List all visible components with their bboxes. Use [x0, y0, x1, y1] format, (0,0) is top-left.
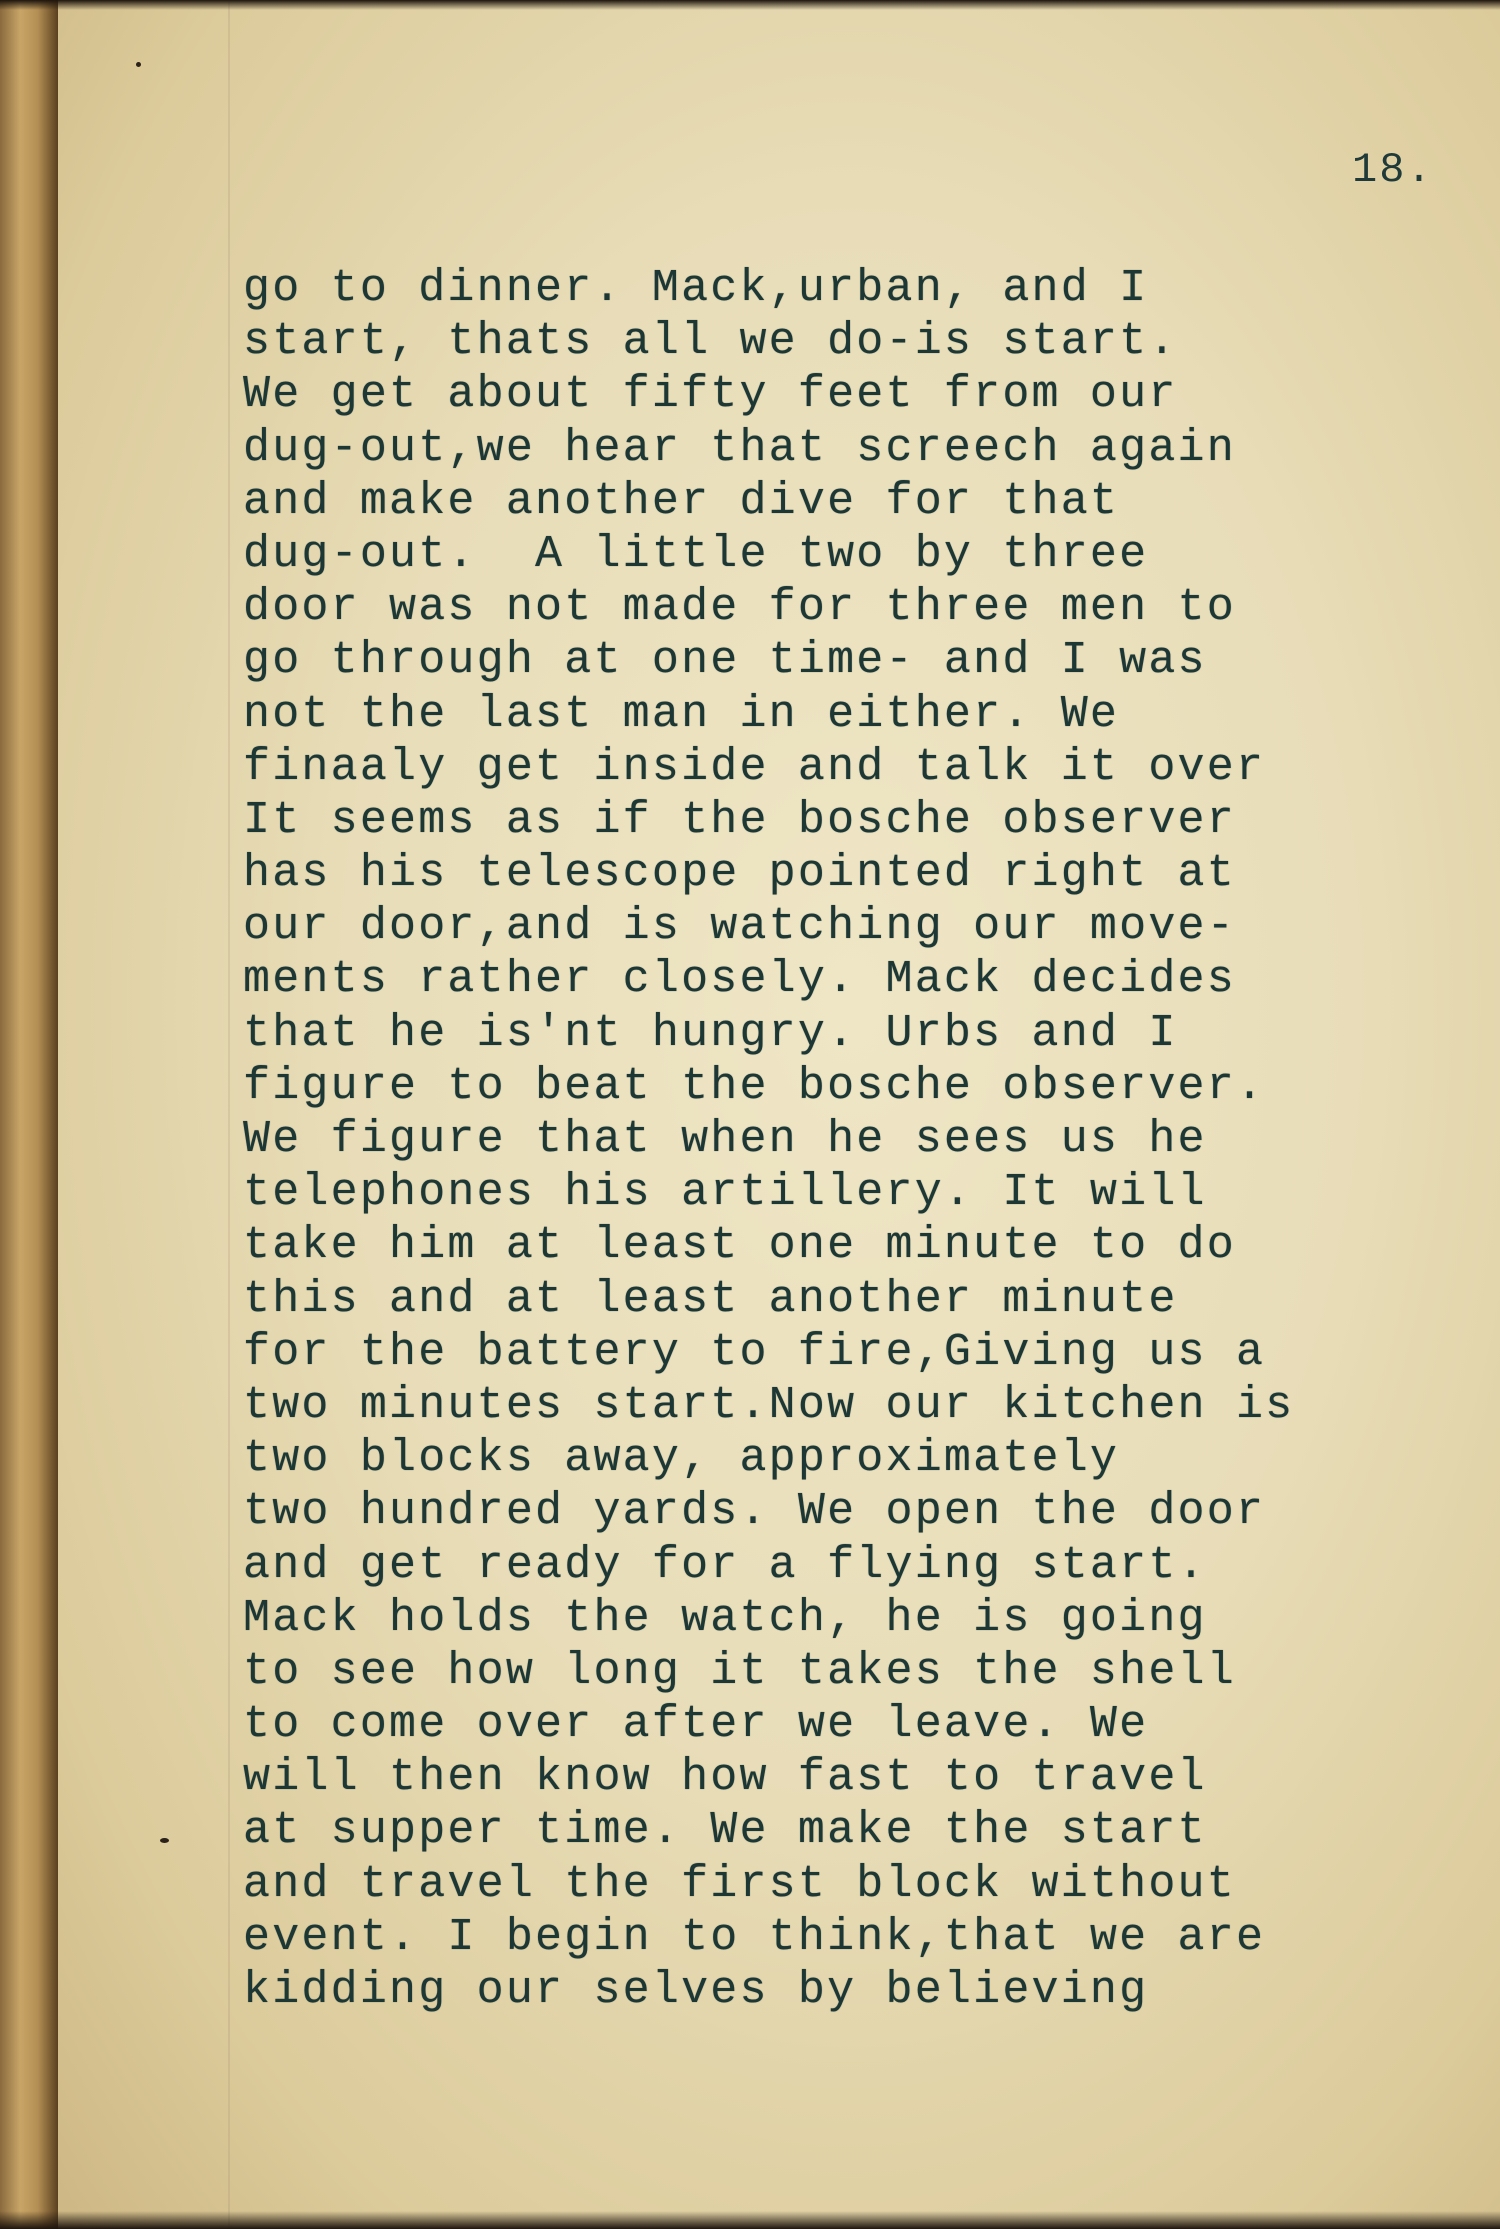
text-line: and get ready for a flying start.: [243, 1539, 1207, 1591]
margin-rule: [228, 0, 230, 2229]
text-line: take him at least one minute to do: [243, 1220, 1236, 1272]
text-line: for the battery to fire,Giving us a: [243, 1326, 1266, 1378]
text-line: at supper time. We make the start: [243, 1805, 1207, 1857]
text-line: ments rather closely. Mack decides: [243, 954, 1236, 1006]
bottom-shadow: [0, 2211, 1500, 2229]
text-line: Mack holds the watch, he is going: [243, 1592, 1207, 1644]
text-line: to come over after we leave. We: [243, 1699, 1149, 1751]
text-line: that he is'nt hungry. Urbs and I: [243, 1007, 1178, 1059]
text-line: and make another dive for that: [243, 475, 1120, 527]
top-shadow: [0, 0, 1500, 10]
text-line: event. I begin to think,that we are: [243, 1911, 1266, 1963]
ink-speck: [160, 1838, 169, 1843]
text-line: two hundred yards. We open the door: [243, 1486, 1266, 1538]
typescript-body: [243, 262, 1443, 2017]
text-line: and travel the first block without: [243, 1858, 1236, 1910]
text-line: to see how long it takes the shell: [243, 1645, 1236, 1697]
text-line: dug-out. A little two by three: [243, 528, 1149, 580]
text-line: go through at one time- and I was: [243, 635, 1207, 687]
text-line: will then know how fast to travel: [243, 1752, 1207, 1804]
text-line: figure to beat the bosche observer.: [243, 1060, 1266, 1112]
ink-speck: [136, 62, 141, 67]
text-line: this and at least another minute: [243, 1273, 1178, 1325]
text-line: has his telescope pointed right at: [243, 848, 1236, 900]
text-line: finaaly get inside and talk it over: [243, 741, 1266, 793]
book-binding-edge: [0, 0, 58, 2229]
text-line: We get about fifty feet from our: [243, 369, 1178, 421]
text-line: start, thats all we do-is start.: [243, 316, 1178, 368]
text-line: kidding our selves by believing: [243, 1965, 1149, 2016]
text-line: telephones his artillery. It will: [243, 1167, 1207, 1219]
text-line: We figure that when he sees us he: [243, 1114, 1207, 1165]
text-line: two minutes start.Now our kitchen is: [243, 1379, 1295, 1431]
text-line: our door,and is watching our move-: [243, 901, 1236, 953]
text-line: go to dinner. Mack,urban, and I: [243, 263, 1149, 314]
text-line: dug-out,we hear that screech again: [243, 422, 1236, 474]
text-line: not the last man in either. We: [243, 688, 1120, 740]
page-number: 18.: [1352, 146, 1434, 194]
text-line: door was not made for three men to: [243, 582, 1236, 634]
text-line: It seems as if the bosche observer: [243, 794, 1236, 846]
text-line: two blocks away, approximately: [243, 1433, 1120, 1485]
